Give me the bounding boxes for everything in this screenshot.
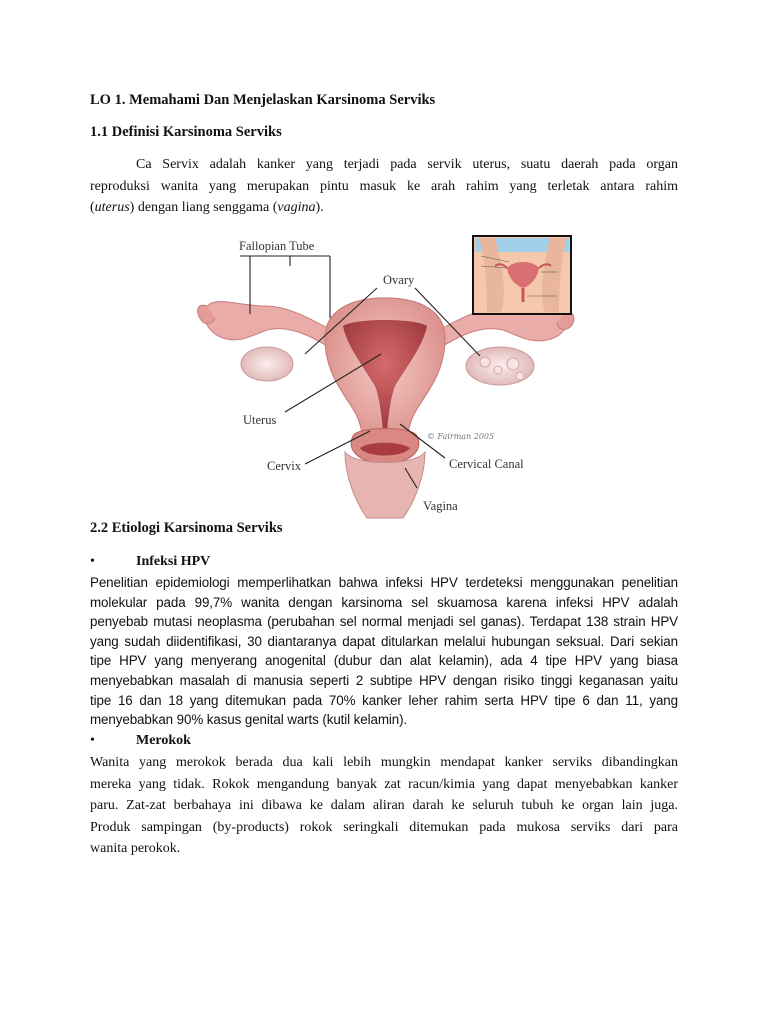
label-fallopian-tube: Fallopian Tube xyxy=(239,239,315,253)
section-heading-etiologi: 2.2 Etiologi Karsinoma Serviks xyxy=(90,520,283,536)
paragraph-line: (uterus) dengan liang senggama (vagina). xyxy=(90,200,324,215)
hpv-paragraph xyxy=(90,573,678,730)
label-uterus: Uterus xyxy=(243,413,277,427)
paragraph-line: Produk sampingan (by-products) rokok seringkali ditemukan pada mukosa serviks dari para xyxy=(90,819,678,835)
merokok-paragraph xyxy=(90,752,678,860)
paragraph-line: Penelitian epidemiologi memperlihatkan bahwa infeksi HPV terdeteksi menggunakan penelitian xyxy=(90,575,678,590)
paragraph-line: reproduksi wanita yang merupakan pintu masuk ke arah rahim yang terletak antara rahim xyxy=(90,178,678,194)
paragraph-line: paru. Zat-zat berbahaya ini dibawa ke dalam aliran darah ke seluruh tubuh ke organ lain juga. xyxy=(90,798,678,813)
bullet-symbol: • xyxy=(90,554,95,569)
paragraph-line: Ca Servix adalah kanker yang terjadi pada servik uterus, suatu daerah pada organ xyxy=(136,157,678,172)
paragraph-line: menyebabkan masalah di manusia seperti 2 subtipe HPV dengan risiko tinggi keganasan yaitu xyxy=(90,672,678,688)
uterus-anatomy-illustration xyxy=(195,226,575,521)
paragraph-line: wanita perokok. xyxy=(90,841,181,856)
paragraph-line: Wanita yang merokok berada dua kali lebih mungkin mendapat kanker serviks dibandingkan xyxy=(90,755,678,770)
bullet-symbol: • xyxy=(90,733,95,748)
label-cervical-canal: Cervical Canal xyxy=(449,457,524,471)
inset-thumbnail xyxy=(473,236,571,314)
section-heading-definisi: 1.1 Definisi Karsinoma Serviks xyxy=(90,124,282,140)
bullet-title-infeksi-hpv: Infeksi HPV xyxy=(136,554,211,569)
label-cervix: Cervix xyxy=(267,459,302,473)
paragraph-line: mereka yang tidak. Rokok mengandung banyak zat racun/kimia yang dapat menyebabkan kanker xyxy=(90,776,678,792)
label-ovary: Ovary xyxy=(383,273,415,287)
left-fallopian-tube xyxy=(204,302,345,351)
artist-signature: © Fairman 2005 xyxy=(427,432,495,441)
lo-title: LO 1. Memahami Dan Menjelaskan Karsinoma Serviks xyxy=(90,92,436,108)
paragraph-line: molekular pada 99,7% wanita dengan karsinoma sel skuamosa karena infeksi HPV adalah xyxy=(90,594,678,610)
paragraph-line: penyebab mutasi neoplasma (perubahan sel normal menjadi sel ganas). Terdapat 138 strain HPV xyxy=(90,614,678,630)
paragraph-line: menyebabkan 90% kasus genital warts (kutil kelamin). xyxy=(90,712,408,728)
left-ovary xyxy=(241,347,293,381)
definition-paragraph xyxy=(90,154,678,219)
label-vagina: Vagina xyxy=(423,499,458,513)
paragraph-line: tipe 16 dan 18 yang ditemukan pada 70% kanker leher rahim serta HPV tipe 6 dan 11, yang xyxy=(90,692,678,708)
bullet-title-merokok: Merokok xyxy=(136,733,191,748)
paragraph-line: yang sudah diidentifikasi, 30 diantaranya dapat ditularkan melalui hubungan seksual. Dari sekian xyxy=(90,633,678,649)
paragraph-line: tipe HPV yang menyerang anogenital (dubur dan alat kelamin), ada 4 tipe HPV yang biasa xyxy=(90,653,678,669)
